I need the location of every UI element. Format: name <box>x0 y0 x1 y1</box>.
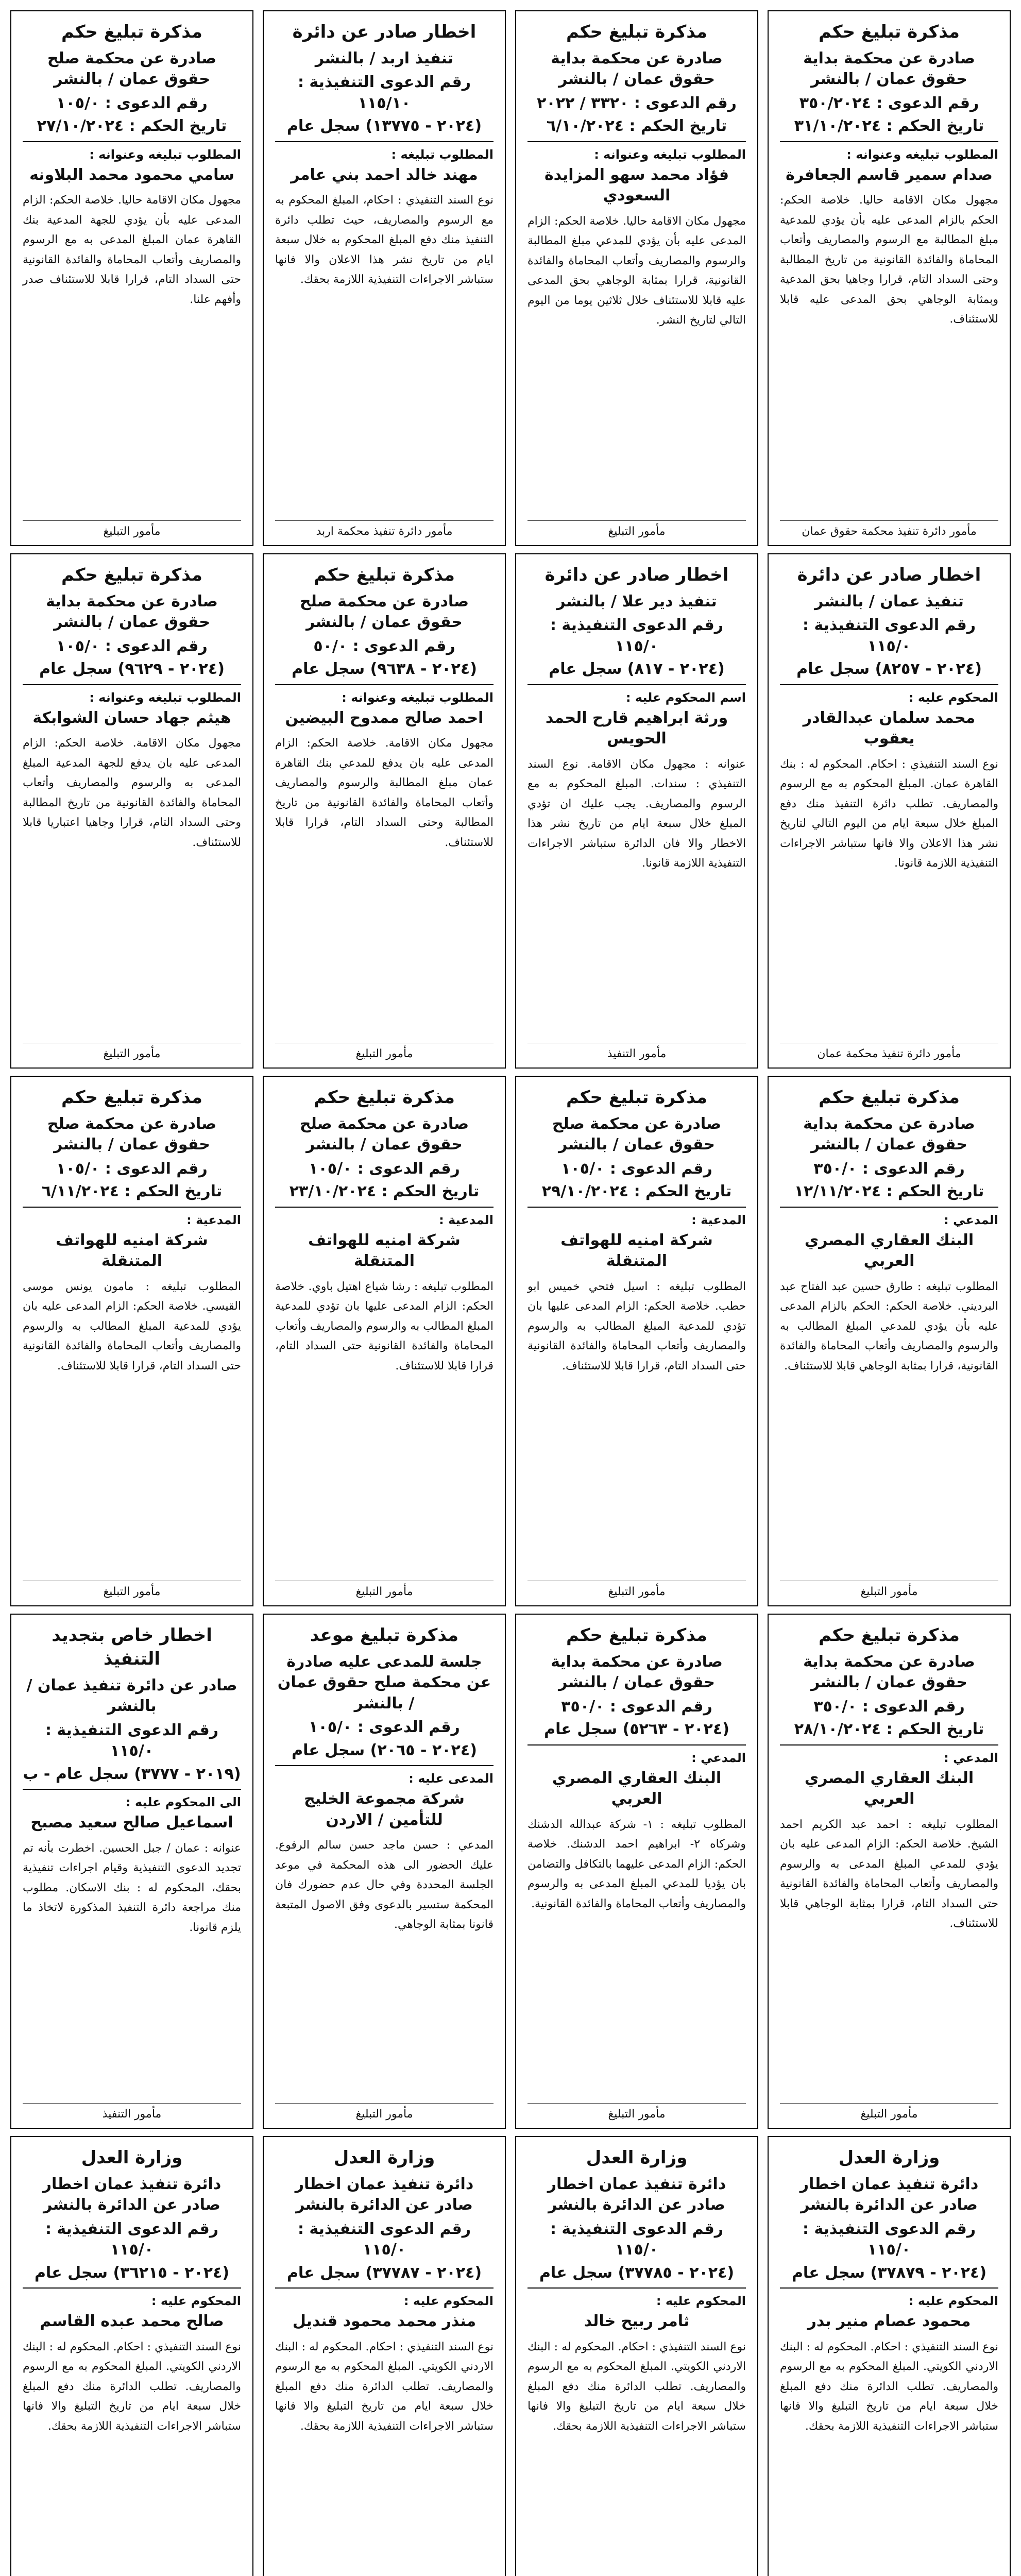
case-number: رقم الدعوى : ١٠٥/٠ <box>309 1718 460 1737</box>
party-name: البنك العقاري المصري العربي <box>804 1769 974 1808</box>
case-number: رقم الدعوى التنفيذية : ١١٥/٠ <box>45 1721 219 1760</box>
divider <box>527 1744 746 1745</box>
notice-row <box>10 10 1011 546</box>
legal-notice <box>768 1614 1011 2129</box>
case-number: رقم الدعوى : ٣٣٢٠ / ٢٠٢٢ <box>537 94 737 112</box>
notice-subtitle: دائرة تنفيذ عمان اخطار صادر عن الدائرة بالنشر <box>42 2175 222 2214</box>
divider <box>23 141 241 142</box>
notice-footer: مأمور التبليغ <box>780 1581 998 1598</box>
notice-subtitle: صادرة عن محكمة بداية حقوق عمان / بالنشر <box>803 1652 975 1692</box>
notice-title: وزارة العدل <box>838 2147 940 2168</box>
notice-body: نوع السند التنفيذي : احكام. المحكوم له : البنك الاردني الكويتي. المبلغ المحكوم به مع الرسوم والمصاريف. تطلب الدائرة منك دفع المبلغ خلال سبعة ايام من تاريخ التبليغ والا فانها ستباشر الاجراءات التنفيذية اللازمة بحقك. <box>780 2340 998 2433</box>
divider <box>780 141 998 142</box>
notice-subtitle: صادرة عن محكمة بداية حقوق عمان / بالنشر <box>46 592 218 632</box>
party-label: المحكوم عليه : <box>403 2294 494 2309</box>
notice-subtitle: تنفيذ عمان / بالنشر <box>814 592 964 611</box>
party-label: المطلوب تبليغه : <box>391 147 494 162</box>
party-label: المحكوم عليه : <box>656 2294 746 2309</box>
notice-title: مذكرة تبليغ موعد <box>310 1625 459 1646</box>
notice-row <box>10 1614 1011 2129</box>
notice-title: مذكرة تبليغ حكم <box>819 22 960 42</box>
notice-body: مجهول مكان الاقامة. خلاصة الحكم: الزام المدعى عليه بان يدفع للجهة المدعية المبلغ المدعى به والرسوم والمصاريف وأتعاب المحاماة والفائدة القانونية من تاريخ المطالبة وحتى السداد التام، قرارا وجاهيا اعتباريا قابلا للاستئناف. <box>23 737 241 849</box>
party-name: البنك العقاري المصري العربي <box>804 1231 974 1270</box>
party-name: منذر محمد محمود قنديل <box>292 2312 477 2331</box>
case-date: (٢٠٢٤ - ٣٧٨٧٩) سجل عام <box>791 2263 987 2282</box>
notice-footer: مأمور التبليغ <box>275 1581 494 1598</box>
party-label: المدعية : <box>439 1212 494 1227</box>
notice-title: مذكرة تبليغ حكم <box>566 1087 707 1108</box>
notice-body: المطلوب تبليغه : مامون يونس موسى القيسي. خلاصة الحكم: الزام المدعى عليه بان يؤدي للمدعية المبلغ المطالب به والرسوم والمصاريف وأتعاب المحاماة والفائدة القانونية حتى السداد التام، قرارا قابلا للاستئناف. <box>23 1280 241 1372</box>
legal-notice <box>263 1076 506 1606</box>
notice-footer: مأمور التنفيذ <box>23 2103 241 2121</box>
case-date: تاريخ الحكم : ٣١/١٠/٢٠٢٤ <box>794 117 984 135</box>
notice-title: اخطار صادر عن دائرة <box>797 565 981 585</box>
party-label: المحكوم عليه : <box>908 690 998 705</box>
party-label: المطلوب تبليغه وعنوانه : <box>342 690 494 705</box>
notice-title: مذكرة تبليغ حكم <box>314 1087 455 1108</box>
party-name: احمد صالح ممدوح البيضين <box>285 708 484 727</box>
legal-notice <box>263 2136 506 2576</box>
party-label: المدعي : <box>691 1750 746 1765</box>
case-number: رقم الدعوى التنفيذية : ١١٥/٠ <box>550 2219 724 2259</box>
notice-body: المطلوب تبليغه : احمد عبد الكريم احمد الشيخ. خلاصة الحكم: الزام المدعى عليه بان يؤدي للمدعي المبلغ المدعى به والرسوم والمصاريف وأتعاب المحاماة والفائدة القانونية حتى السداد التام، قرارا بمثابة الوجاهي قابلا للاستئناف. <box>780 1818 998 1930</box>
party-label: المدعى عليه : <box>409 1771 494 1786</box>
case-date: (٢٠٢٤ - ٥٢٦٣) سجل عام <box>544 1720 729 1739</box>
notice-subtitle: صادرة عن محكمة صلح حقوق عمان / بالنشر <box>299 592 469 632</box>
case-date: تاريخ الحكم : ٦/١١/٢٠٢٤ <box>41 1182 223 1201</box>
case-number: رقم الدعوى التنفيذية : ١١٥/٠ <box>550 616 724 655</box>
case-date: (٢٠٢٤ - ٣٦٢١٥) سجل عام <box>34 2263 230 2282</box>
notice-subtitle: صادرة عن محكمة صلح حقوق عمان / بالنشر <box>299 1114 469 1154</box>
case-date: تاريخ الحكم : ٢٨/١٠/٢٠٢٤ <box>794 1720 984 1739</box>
notice-body: المطلوب تبليغه : ١- شركة عبدالله الدشنك وشركاه ٢- ابراهيم احمد الدشنك. خلاصة الحكم: الزام المدعى عليهما بالتكافل والتضامن بان يؤديا للمدعي المبلغ المدعى به والرسوم والمصاريف وأتعاب المحاماة والفائدة القانونية. <box>527 1818 746 1910</box>
case-number: رقم الدعوى : ٣٥٠/٠ <box>813 1159 965 1178</box>
party-label: المدعية : <box>186 1212 241 1227</box>
notice-body: مجهول مكان الاقامة حاليا. خلاصة الحكم: الزام المدعى عليه بأن يؤدي للمدعي مبلغ المطالبة والرسوم والمصاريف وأتعاب المحاماة والفائدة القانونية، قرارا بمثابة الوجاهي بحق المدعى عليه قابلا للاستئناف خلال ثلاثين يوما من اليوم التالي لتاريخ النشر. <box>527 214 746 327</box>
notice-subtitle: دائرة تنفيذ عمان اخطار صادر عن الدائرة بالنشر <box>547 2175 726 2214</box>
legal-notice <box>515 1076 758 1606</box>
notice-subtitle: تنفيذ دير علا / بالنشر <box>556 592 717 611</box>
legal-notice <box>768 2136 1011 2576</box>
notice-body: نوع السند التنفيذي : احكام، المبلغ المحكوم به مع الرسوم والمصاريف، حيث تطلب دائرة التنفيذ منك دفع المبلغ المحكوم به خلال سبعة ايام من تاريخ نشر هذا الاعلان والا فانها ستباشر الاجراءات التنفيذية اللازمة بحقك. <box>275 194 494 286</box>
party-name: ورثة ابراهيم قارح الحمد الحويس <box>545 708 728 748</box>
legal-notice <box>515 2136 758 2576</box>
divider <box>23 1789 241 1790</box>
case-number: رقم الدعوى التنفيذية : ١١٥/٠ <box>297 2219 471 2259</box>
case-date: (٢٠٢٤ - ٩٦٣٨) سجل عام <box>292 660 477 679</box>
divider <box>780 684 998 685</box>
legal-notice <box>10 1076 253 1606</box>
notice-subtitle: دائرة تنفيذ عمان اخطار صادر عن الدائرة بالنشر <box>799 2175 979 2214</box>
notice-row <box>10 2136 1011 2576</box>
party-name: شركة مجموعة الخليج للتأمين / الاردن <box>304 1790 465 1829</box>
party-label: المطلوب تبليغه وعنوانه : <box>89 147 241 162</box>
party-label: المطلوب تبليغه وعنوانه : <box>594 147 746 162</box>
party-label: المطلوب تبليغه وعنوانه : <box>89 690 241 705</box>
notice-footer: مأمور التبليغ <box>527 520 746 538</box>
case-date: تاريخ الحكم : ٦/١٠/٢٠٢٤ <box>546 117 727 135</box>
notice-subtitle: صادرة عن محكمة صلح حقوق عمان / بالنشر <box>552 1114 722 1154</box>
case-number: رقم الدعوى التنفيذية : ١١٥/٠ <box>802 2219 976 2259</box>
party-label: المدعي : <box>944 1750 998 1765</box>
notice-body: المطلوب تبليغه : رشا شياع اهتيل باوي. خلاصة الحكم: الزام المدعى عليها بان تؤدي للمدعية المبلغ المطالب به والرسوم والمصاريف وأتعاب المحاماة والفائدة القانونية حتى السداد التام، قرارا قابلا للاستئناف. <box>275 1280 494 1372</box>
case-number: رقم الدعوى : ٣٥٠/٢٠٢٤ <box>799 94 979 112</box>
case-date: (٢٠٢٤ - ٣٧٧٨٥) سجل عام <box>539 2263 735 2282</box>
notice-subtitle: صادر عن دائرة تنفيذ عمان / بالنشر <box>26 1676 237 1716</box>
divider <box>275 1765 494 1766</box>
notice-title: مذكرة تبليغ حكم <box>566 1625 707 1646</box>
notice-footer: مأمور دائرة تنفيذ محكمة حقوق عمان <box>780 520 998 538</box>
legal-notice <box>515 10 758 546</box>
notice-footer: مأمور التنفيذ <box>527 1043 746 1060</box>
notice-row <box>10 1076 1011 1606</box>
party-label: المدعية : <box>691 1212 746 1227</box>
case-date: (٢٠٢٤ - ٢٠٦٥) سجل عام <box>292 1741 477 1759</box>
notice-subtitle: دائرة تنفيذ عمان اخطار صادر عن الدائرة بالنشر <box>295 2175 474 2214</box>
notice-title: مذكرة تبليغ حكم <box>61 565 202 585</box>
case-date: (٢٠٢٤ - ٨٢٥٧) سجل عام <box>796 660 982 679</box>
notice-title: مذكرة تبليغ حكم <box>61 1087 202 1108</box>
notice-title: اخطار صادر عن دائرة <box>292 22 477 42</box>
party-label: المطلوب تبليغه وعنوانه : <box>846 147 998 162</box>
party-name: سامي محمود محمد البلاونه <box>29 165 234 184</box>
divider <box>275 1207 494 1208</box>
case-date: تاريخ الحكم : ٢٧/١٠/٢٠٢٤ <box>37 117 227 135</box>
notice-body: مجهول مكان الاقامة حاليا. خلاصة الحكم: الزام المدعى عليه بأن يؤدي للجهة المدعية بنك القاهرة عمان المبلغ المدعى به مع الرسوم والمصاريف وأتعاب المحاماة والفائدة القانونية حتى السداد التام، قرارا قابلا للاستئناف صدر وأفهم علنا. <box>23 194 241 306</box>
party-name: البنك العقاري المصري العربي <box>552 1769 722 1808</box>
case-number: رقم الدعوى : ١٠٥/٠ <box>56 94 208 112</box>
legal-notice <box>10 553 253 1069</box>
notice-body: نوع السند التنفيذي : احكام. المحكوم له : البنك الاردني الكويتي. المبلغ المحكوم به مع الرسوم والمصاريف. تطلب الدائرة منك دفع المبلغ خلال سبعة ايام من تاريخ التبليغ والا فانها ستباشر الاجراءات التنفيذية اللازمة بحقك. <box>23 2340 241 2433</box>
legal-notice <box>263 1614 506 2129</box>
notice-title: مذكرة تبليغ حكم <box>314 565 455 585</box>
notice-title: اخطار صادر عن دائرة <box>544 565 729 585</box>
divider <box>780 1744 998 1745</box>
party-name: مهند خالد احمد بني عامر <box>291 165 478 184</box>
notice-title: مذكرة تبليغ حكم <box>61 22 202 42</box>
divider <box>527 1207 746 1208</box>
divider <box>527 2287 746 2289</box>
case-number: رقم الدعوى : ٣٥٠/٠ <box>813 1697 965 1716</box>
notice-body: نوع السند التنفيذي : احكام. المحكوم له : بنك القاهرة عمان. المبلغ المحكوم به مع الرسوم والمصاريف. تطلب دائرة التنفيذ منك دفع المبلغ خلال سبعة ايام من اليوم التالي لتاريخ نشر هذا الاعلان والا فانها ستباشر الاجراءات التنفيذية اللازمة قانونا. <box>780 757 998 870</box>
party-label: المحكوم عليه : <box>151 2294 241 2309</box>
divider <box>23 2287 241 2289</box>
case-date: (٢٠٢٤ - ٨١٧) سجل عام <box>549 660 725 679</box>
legal-notice <box>10 10 253 546</box>
legal-notice <box>768 1076 1011 1606</box>
party-name: صالح محمد عبده القاسم <box>40 2312 224 2331</box>
notice-subtitle: صادرة عن محكمة بداية حقوق عمان / بالنشر <box>803 1114 975 1154</box>
notice-body: المدعي : حسن ماجد حسن سالم الرفوع. عليك الحضور الى هذه المحكمة في موعد الجلسة المحددة وفي حال عدم حضورك فان المحكمة ستسير بالدعوى وفق الاصول المتبعة قانونا بمثابة الوجاهي. <box>275 1839 494 1931</box>
divider <box>527 684 746 685</box>
party-label: المدعي : <box>944 1212 998 1227</box>
case-number: رقم الدعوى : ٥٠/٠ <box>313 637 455 655</box>
notice-body: نوع السند التنفيذي : احكام. المحكوم له : البنك الاردني الكويتي. المبلغ المحكوم به مع الرسوم والمصاريف. تطلب الدائرة منك دفع المبلغ خلال سبعة ايام من تاريخ التبليغ والا فانها ستباشر الاجراءات التنفيذية اللازمة بحقك. <box>527 2340 746 2433</box>
notice-subtitle: صادرة عن محكمة بداية حقوق عمان / بالنشر <box>551 1652 723 1692</box>
party-name: محمد سلمان عبدالقادر يعقوب <box>803 708 976 748</box>
legal-notice <box>768 553 1011 1069</box>
party-label: المحكوم عليه : <box>908 2294 998 2309</box>
case-number: رقم الدعوى : ١٠٥/٠ <box>56 637 208 655</box>
party-name: فؤاد محمد سهو المزايدة السعودي <box>544 165 729 205</box>
notice-footer: مأمور التبليغ <box>23 1581 241 1598</box>
notice-title: وزارة العدل <box>586 2147 688 2168</box>
case-date: (٢٠٢٤ - ٩٦٢٩) سجل عام <box>39 660 225 679</box>
notice-footer: مأمور التبليغ <box>780 2103 998 2121</box>
divider <box>275 684 494 685</box>
notice-subtitle: صادرة عن محكمة بداية حقوق عمان / بالنشر <box>803 49 975 89</box>
case-number: رقم الدعوى : ١٠٥/٠ <box>309 1159 460 1178</box>
notice-body: المطلوب تبليغه : اسيل فتحي خميس ابو حطب. خلاصة الحكم: الزام المدعى عليها بان تؤدي للمدعية المبلغ المطالب به والرسوم والمصاريف وأتعاب المحاماة والفائدة القانونية حتى السداد التام، قرارا قابلا للاستئناف. <box>527 1280 746 1372</box>
notice-footer: مأمور التبليغ <box>23 520 241 538</box>
case-number: رقم الدعوى التنفيذية : ١١٥/١٠ <box>297 73 471 112</box>
notice-subtitle: تنفيذ اربد / بالنشر <box>315 49 454 67</box>
notice-body: المطلوب تبليغه : طارق حسين عبد الفتاح عبد البرديني. خلاصة الحكم: الحكم بالزام المدعى عليه بأن يؤدي للمدعي المبلغ المطالب به والرسوم والمصاريف وأتعاب المحاماة والفائدة القانونية، قرارا بمثابة الوجاهي قابلا للاستئناف. <box>780 1280 998 1372</box>
notice-title: وزارة العدل <box>333 2147 435 2168</box>
case-number: رقم الدعوى التنفيذية : ١١٥/٠ <box>802 616 976 655</box>
party-name: صدام سمير قاسم الجعافرة <box>786 165 993 184</box>
notice-subtitle: صادرة عن محكمة بداية حقوق عمان / بالنشر <box>551 49 723 89</box>
divider <box>275 141 494 142</box>
notice-title: مذكرة تبليغ حكم <box>566 22 707 42</box>
party-label: اسم المحكوم عليه : <box>625 690 746 705</box>
legal-notice <box>263 553 506 1069</box>
divider <box>23 1207 241 1208</box>
case-number: رقم الدعوى : ١٠٥/٠ <box>56 1159 208 1178</box>
party-name: هيثم جهاد حسان الشوابكة <box>32 708 231 727</box>
notice-body: عنوانه : مجهول مكان الاقامة. نوع السند التنفيذي : سندات. المبلغ المحكوم به مع الرسوم والمصاريف. يجب عليك ان تؤدي المبلغ خلال سبعة ايام من تاريخ نشر هذا الاخطار والا فان الدائرة ستباشر الاجراءات التنفيذية اللازمة قانونا. <box>527 757 746 870</box>
party-name: شركة امنيه للهواتف المتنقلة <box>560 1231 713 1270</box>
party-label: الى المحكوم عليه : <box>126 1795 241 1810</box>
divider <box>275 2287 494 2289</box>
legal-notice <box>10 1614 253 2129</box>
divider <box>780 1207 998 1208</box>
divider <box>23 684 241 685</box>
notice-subtitle: جلسة للمدعى عليه صادرة عن محكمة صلح حقوق عمان / بالنشر <box>277 1652 491 1713</box>
legal-notice <box>10 2136 253 2576</box>
notice-row <box>10 553 1011 1069</box>
divider <box>527 141 746 142</box>
notice-title: وزارة العدل <box>81 2147 183 2168</box>
party-name: اسماعيل صالح سعيد مصبح <box>30 1814 233 1832</box>
notice-body: عنوانه : عمان / جبل الحسين. اخطرت بأنه تم تجديد الدعوى التنفيذية وقيام اجراءات تنفيذية بحقك، المحكوم له : بنك الاسكان. مطلوب منك مراجعة دائرة التنفيذ المذكورة لاتخاذ ما يلزم قانونا. <box>23 1841 241 1934</box>
notice-title: اخطار خاص بتجديد التنفيذ <box>52 1625 212 1669</box>
notice-body: نوع السند التنفيذي : احكام. المحكوم له : البنك الاردني الكويتي. المبلغ المحكوم به مع الرسوم والمصاريف. تطلب الدائرة منك دفع المبلغ خلال سبعة ايام من تاريخ التبليغ والا فانها ستباشر الاجراءات التنفيذية اللازمة بحقك. <box>275 2340 494 2433</box>
notice-footer: مأمور التبليغ <box>23 1043 241 1060</box>
legal-notice <box>768 10 1011 546</box>
case-number: رقم الدعوى : ٣٥٠/٠ <box>561 1697 712 1716</box>
case-number: رقم الدعوى : ١٠٥/٠ <box>561 1159 712 1178</box>
case-date: تاريخ الحكم : ٢٣/١٠/٢٠٢٤ <box>289 1182 480 1201</box>
case-date: (٢٠٢٤ - ٣٧٧٨٧) سجل عام <box>286 2263 482 2282</box>
notice-title: مذكرة تبليغ حكم <box>819 1625 960 1646</box>
divider <box>780 2287 998 2289</box>
notice-body: مجهول مكان الاقامة. خلاصة الحكم: الزام المدعى عليه بان يدفع للمدعي بنك القاهرة عمان مبلغ المطالبة والرسوم والمصاريف وأتعاب المحاماة والفائدة القانونية من تاريخ المطالبة وحتى السداد التام، قرارا قابلا للاستئناف. <box>275 737 494 849</box>
notice-title: مذكرة تبليغ حكم <box>819 1087 960 1108</box>
party-name: شركة امنيه للهواتف المتنقلة <box>56 1231 208 1270</box>
notice-footer: مأمور التبليغ <box>527 2103 746 2121</box>
legal-notice <box>515 553 758 1069</box>
case-date: (٢٠٢٤ - ١٣٧٧٥) سجل عام <box>286 117 482 135</box>
notice-footer: مأمور دائرة تنفيذ محكمة عمان <box>780 1043 998 1060</box>
case-date: (٢٠١٩ - ٣٧٧٧) سجل عام - ب <box>23 1765 241 1783</box>
notice-body: مجهول مكان الاقامة حاليا. خلاصة الحكم: الحكم بالزام المدعى عليه بأن يؤدي للمدعية مبلغ المطالبة مع الرسوم والمصاريف وأتعاب المحاماة والفائدة القانونية من تاريخ المطالبة وحتى السداد التام، قرارا وجاهيا بحق المدعية وبمثابة الوجاهي بحق المدعى عليه قابلا للاستئناف. <box>780 194 998 326</box>
notice-footer: مأمور التبليغ <box>275 1043 494 1060</box>
notice-footer: مأمور التبليغ <box>527 1581 746 1598</box>
notice-subtitle: صادرة عن محكمة صلح حقوق عمان / بالنشر <box>47 1114 217 1154</box>
notice-footer: مأمور دائرة تنفيذ محكمة اربد <box>275 520 494 538</box>
legal-notice <box>515 1614 758 2129</box>
notice-subtitle: صادرة عن محكمة صلح حقوق عمان / بالنشر <box>47 49 217 89</box>
party-name: ثامر ربيح خالد <box>584 2312 690 2331</box>
notice-footer: مأمور التبليغ <box>275 2103 494 2121</box>
case-date: تاريخ الحكم : ١٢/١١/٢٠٢٤ <box>794 1182 984 1201</box>
party-name: محمود عصام منير بدر <box>807 2312 971 2331</box>
case-date: تاريخ الحكم : ٢٩/١٠/٢٠٢٤ <box>541 1182 732 1201</box>
legal-notice <box>263 10 506 546</box>
party-name: شركة امنيه للهواتف المتنقلة <box>308 1231 461 1270</box>
case-number: رقم الدعوى التنفيذية : ١١٥/٠ <box>45 2219 219 2259</box>
